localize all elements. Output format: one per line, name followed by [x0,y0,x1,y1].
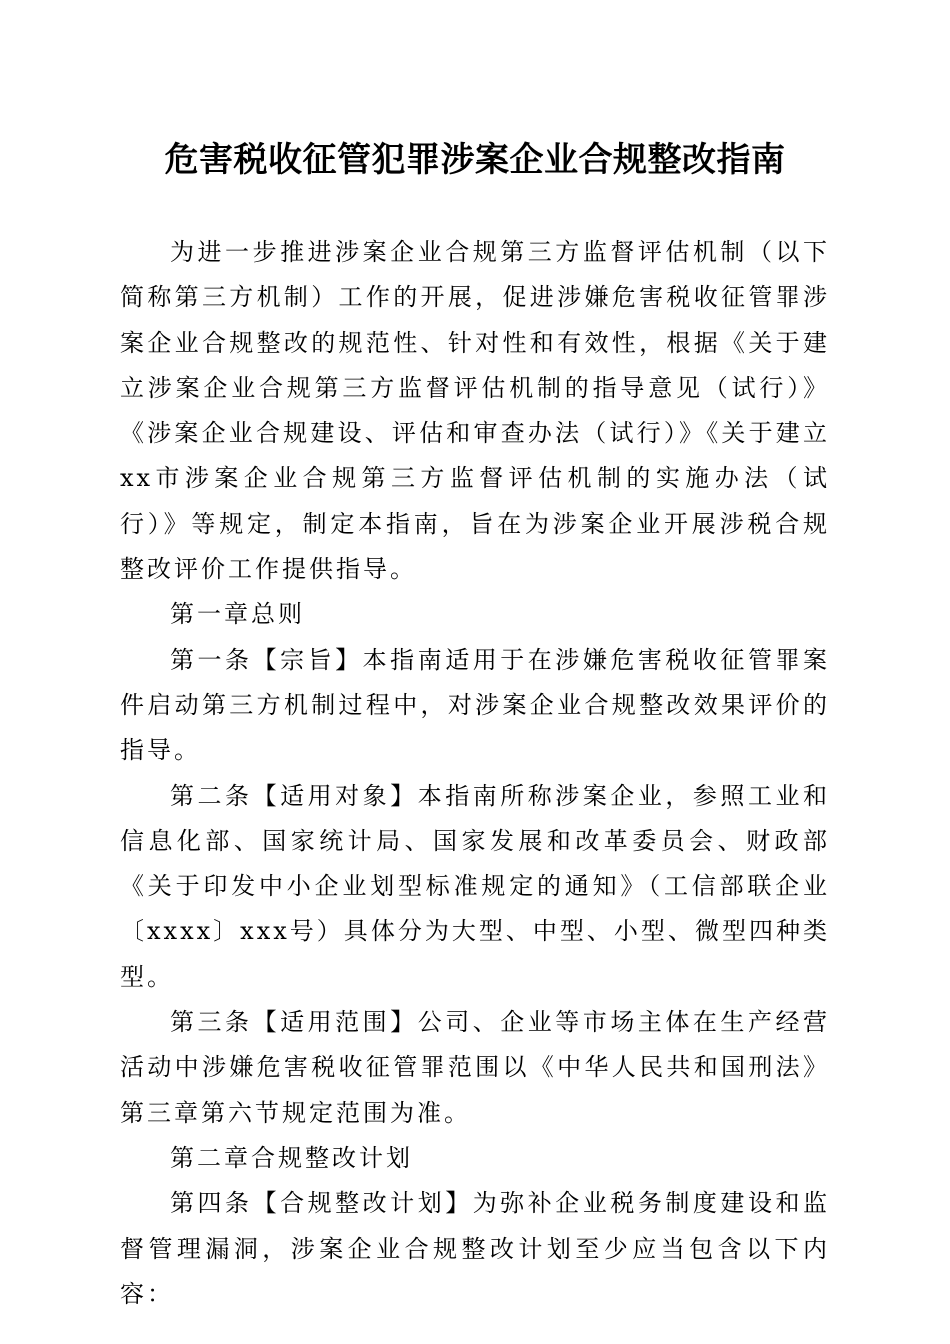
document-title: 危害税收征管犯罪涉案企业合规整改指南 [164,140,786,180]
article-one: 第一条【宗旨】本指南适用于在涉嫌危害税收征管罪案件启动第三方机制过程中，对涉案企业合规整改效果评价的指导。 [120,645,830,765]
article-four: 第四条【合规整改计划】为弥补企业税务制度建设和监督管理漏洞，涉案企业合规整改计划至少应当包含以下内容： [120,1189,830,1308]
document-body [120,230,830,1317]
chapter-two-heading: 第二章合规整改计划 [170,1143,413,1172]
chapter-one-heading: 第一章总则 [170,600,305,629]
intro-paragraph: 为进一步推进涉案企业合规第三方监督评估机制（以下简称第三方机制）工作的开展，促进涉嫌危害税收征管罪涉案企业合规整改的规范性、针对性和有效性，根据《关于建立涉案企业合规第三方监督评估机制的指导意见（试行）》《涉案企业合规建设、评估和审查办法（试行）》《关于建立xx市涉案企业合规第三方监督评估机制的实施办法（试行）》等规定，制定本指南，旨在为涉案企业开展涉税合规整改评价工作提供指导。 [120,238,830,584]
article-two: 第二条【适用对象】本指南所称涉案企业，参照工业和信息化部、国家统计局、国家发展和改革委员会、财政部《关于印发中小企业划型标准规定的通知》（工信部联企业〔xxxx〕xxx号）具体分为大型、中型、小型、微型四种类型。 [120,781,830,991]
article-three: 第三条【适用范围】公司、企业等市场主体在生产经营活动中涉嫌危害税收征管罪范围以《中华人民共和国刑法》第三章第六节规定范围为准。 [120,1008,830,1127]
